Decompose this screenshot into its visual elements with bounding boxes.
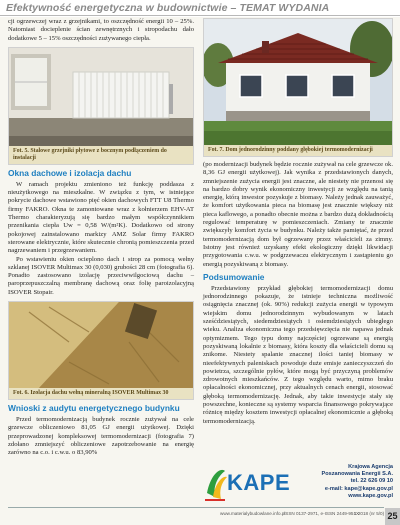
section-roof-paragraph-1: W ramach projektu zmieniono też funkcję poddasza z nieużytkowego na mieszkalne. W związku z tym, w istniejące pokrycie dachowe wstawiono pięć okien dachowych FTT U8 Thermo firmy FAKRO. Okna te zamontowane wraz z kołnierzem EHV-AT Thermo charakteryzują się bardzo małym współczynnikiem przenikania ciepła Uw = 0,58 W/(m²K). Dodatkowo od strony pokojowej zainstalowano markizy AMZ Solar firmy FAKRO sterowane elektrycznie, które skutecznie chronią pomieszczenia przed nagrzewaniem i przegrzewaniem. (8, 180, 194, 255)
page-footer (0, 507, 400, 525)
section-roof-text (8, 181, 194, 297)
footer-issue: 1 2018 (nr 5/0) (354, 511, 385, 516)
kape-email: e-mail: kape@kape.gov.pl (324, 485, 393, 492)
figure-7 (203, 18, 393, 157)
footer-url: www.materialybudowlane.info.pl (220, 511, 286, 516)
section-roof-paragraph-2: Po wstawieniu okien ocieplono dach i strop za pomocą wełny szklanej ISOVER Multimax 30 (0,030) grubości 28 cm (fotografia 6). Ponadto zastosowano izolację przeciwwilgociową dachu – paroprzepuszczalną membranę dachową oraz folię paroizolacyjną ISOVER Stopair. (8, 255, 194, 296)
figure-5 (8, 47, 194, 165)
kape-logo-text: KAPE (227, 470, 291, 495)
page-header (0, 0, 400, 17)
intro-text (8, 18, 194, 43)
section-heading-roof: Okna dachowe i izolacja dachu (8, 167, 132, 178)
figure-5-caption: Fot. 5. Stalowe grzejniki płytowe z bocznym podłączeniem do instalacji (9, 146, 193, 164)
header-rule (0, 15, 400, 16)
intro-paragraph: cji ogrzewczej wraz z grzejnikami, to oszczędność energii 10 – 25%. Natomiast docieplenie ścian zewnętrznych i stropodachu dało dodatkowe 5 – 15% oszczędności zużywanego ciepła. (8, 18, 194, 42)
figure-7-photo (204, 19, 392, 145)
page-number: 25 (385, 508, 400, 525)
section-audit-text (8, 416, 194, 457)
summary-paragraph: Przedstawiony przykład głębokiej termomodernizacji domu jednorodzinnego pokazuje, że istnieje techniczna możliwość osiągnięcia znacznej (ok. 90%) redukcji zużycia energii w typowym wiejskim domu jednorodzinnym wybudowanym w latach sześćdziesiątych, siedemdziesiątych i osiemdziesiątych ubiegłego wieku. Analiza ekonomiczna tego przedsięwzięcia nie napawa jednak optymizmem. Tego typu domy najczęściej ogrzewane są energią pozyskiwaną lokalnie z biomasy, która koszty dla właścicieli domu są znikome. Niestety spalanie znacznej ilości taniej biomasy w nieefektywnych paleniskach powoduje duże emisje zanieczyszczeń do powietrza, szczególnie pyłów, które mogą być przyczyną problemów zdrowotnych mieszkańców. Z tego względu warto, mimo braku opłacalności ekonomicznej, przy aktualnych cenach energii, stosować głęboką termomodernizację. Jednak, aby takie inwestycje stały się powszechne, konieczne są systemy wsparcia finansowego pokrywające różnicę między kosztem inwestycji opłacalnej ekonomicznie a głęboką termomodernizacją. (203, 284, 393, 425)
kape-line-2: Poszanowania Energii S.A. (321, 471, 393, 478)
section-heading-audit: Wnioski z audytu energetycznego budynku (8, 403, 180, 414)
section-heading-summary: Podsumowanie (203, 271, 265, 282)
right-column (203, 18, 393, 426)
right-text (203, 161, 393, 269)
section-audit-paragraph-1: Przed termomodernizacją budynek rocznie zużywał na cele grzewcze obliczeniowo 81,05 GJ energii użytkowej. Dzięki przeprowadzonej kompleksowej termomodernizacji (fotografia 7) zdołano zmniejszyć obliczeniowe zapotrzebowanie na energię zarówno na c.o. i c.w.u. o 83,90% (8, 416, 194, 457)
kape-phone: tel. 22 626 09 10 (350, 478, 393, 485)
summary-text (203, 285, 393, 426)
figure-6 (8, 301, 194, 400)
left-column (8, 18, 194, 458)
figure-6-photo (9, 302, 193, 388)
right-paragraph-1: (po modernizacji budynek będzie rocznie zużywał na cele grzewcze ok. 8,36 GJ energii użytkowej). Jak wynika z przedstawionych danych, zmniejszenie zużycia energii jest znaczne, ale niestety nie przenosi się na bardzo dobry wynik ekonomiczny inwestycji ze względu na tanią energię, którą inwestor pozyskuje z biomasy. Należy jednak zauważyć, że komfort użytkowania pieca na biomasę jest znacznie większy niż pieca kaflowego, a ponadto obecnie można z bardzo dużą dokładnością regulować temperaturę w pomieszczeniach. Zmiany te znacznie zwiększyły komfort życia w budynku. Należy także pamiętać, że przed termomodernizacją dom był ogrzewany przez właścicieli za zimny. Istotny jest również uzyskany efekt ekologiczny dzięki likwidacji przygotowania c.w.u. w podgrzewaczu elektrycznym i zastąpieniu go energią pozyskiwaną z biomasy. (203, 161, 393, 268)
kape-advert (203, 461, 393, 505)
kape-line-1: Krajowa Agencja (348, 464, 393, 470)
figure-6-caption: Fot. 6. Izolacja dachu wełną mineralną ISOVER Multimax 30 (9, 388, 193, 399)
kape-contact (299, 464, 393, 500)
footer-issn: ISSN 0137-2971, e-ISSN 2449-951X (284, 511, 360, 516)
figure-7-caption: Fot. 7. Dom jednorodzinny poddany głębokiej termomodernizacji (204, 145, 392, 156)
header-title: Efektywność energetyczna w budownictwie – TEMAT WYDANIA (6, 2, 330, 14)
figure-5-photo (9, 48, 193, 146)
footer-rule (8, 507, 384, 508)
kape-website: www.kape.gov.pl (348, 492, 393, 499)
